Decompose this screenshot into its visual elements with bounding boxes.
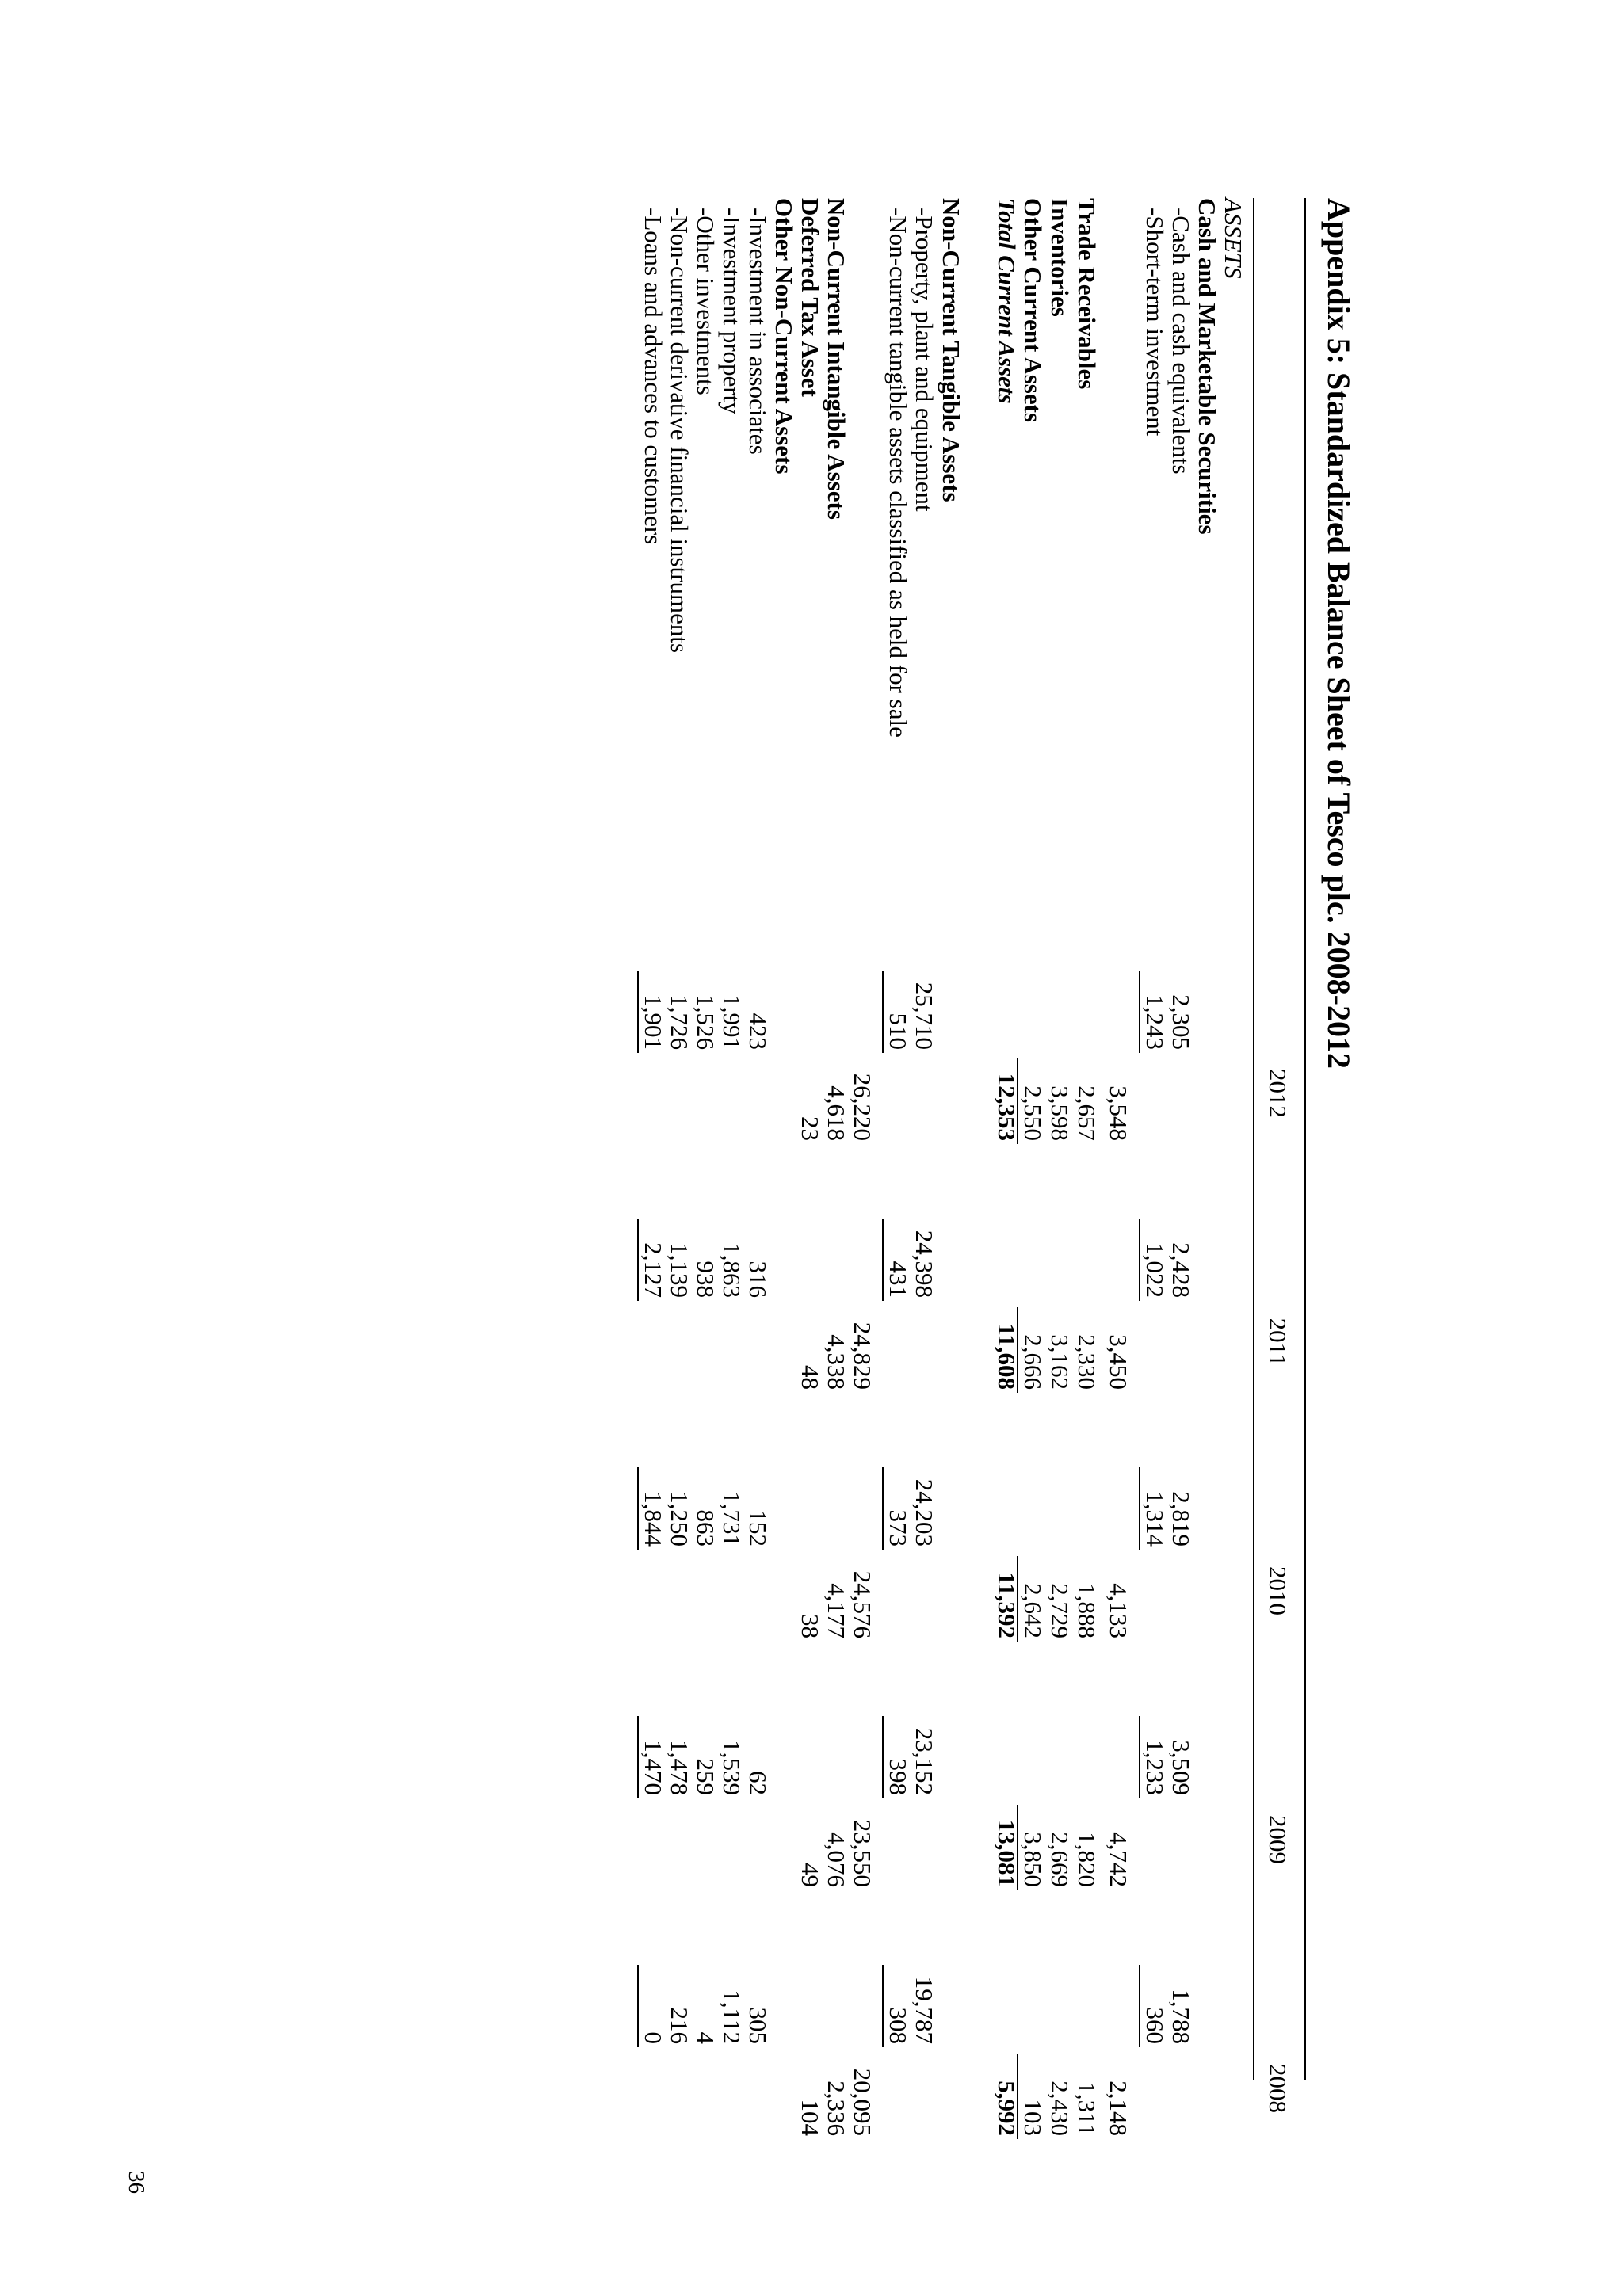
cell-value: 1,731 <box>718 1491 746 1547</box>
row-label: Other Current Assets <box>1019 198 1047 422</box>
cell-value: 510 <box>884 1013 912 1050</box>
cell-value: 25,710 <box>911 982 938 1050</box>
cell-value: 423 <box>744 1013 772 1050</box>
cell-value: 3,162 <box>1046 1334 1074 1390</box>
cell-value: 12,353 <box>993 1073 1021 1141</box>
cell-value: 103 <box>1019 2099 1047 2136</box>
cell-value: 1,901 <box>640 994 667 1050</box>
row-label: Deferred Tax Asset <box>796 198 824 397</box>
cell-value: 308 <box>884 2007 912 2044</box>
subtotal-rule <box>882 971 884 1053</box>
cell-value: 2,669 <box>1046 1832 1074 1887</box>
row-label: -Investment in associates <box>744 208 772 455</box>
cell-value: 1,844 <box>640 1491 667 1547</box>
cell-value: 4,177 <box>823 1583 850 1638</box>
subtotal-rule <box>637 1467 639 1550</box>
row-label: Non-Current Tangible Assets <box>938 198 965 502</box>
cell-value: 152 <box>744 1509 772 1547</box>
cell-value: 2,430 <box>1046 2081 1074 2136</box>
cell-value: 216 <box>666 2007 693 2044</box>
cell-value: 938 <box>692 1261 720 1298</box>
cell-value: 24,203 <box>911 1478 938 1547</box>
cell-value: 23,152 <box>911 1727 938 1795</box>
year-header-2009: 2009 <box>1264 1815 1292 1864</box>
subtotal-rule <box>637 1716 639 1798</box>
cell-value: 2,428 <box>1167 1242 1195 1298</box>
cell-value: 305 <box>744 2007 772 2044</box>
row-label: -Other investments <box>692 208 720 395</box>
cell-value: 1,726 <box>666 994 693 1050</box>
subtotal-rule <box>637 971 639 1053</box>
cell-value: 23,550 <box>849 1819 876 1887</box>
row-label: Total Current Assets <box>993 198 1021 404</box>
subtotal-rule <box>1139 971 1140 1053</box>
cell-value: 4,133 <box>1105 1583 1132 1638</box>
year-header-2012: 2012 <box>1264 1069 1292 1118</box>
cell-value: 2,729 <box>1046 1583 1074 1638</box>
cell-value: 4 <box>692 2031 720 2044</box>
cell-value: 1,820 <box>1073 1832 1101 1887</box>
cell-value: 259 <box>692 1758 720 1795</box>
subtotal-rule <box>637 1965 639 2047</box>
cell-value: 38 <box>796 1614 824 1638</box>
cell-value: 3,509 <box>1167 1740 1195 1795</box>
cell-value: 3,850 <box>1019 1832 1047 1887</box>
cell-value: 1,311 <box>1073 2081 1101 2136</box>
cell-value: 11,608 <box>993 1323 1021 1390</box>
cell-value: 24,576 <box>849 1570 876 1638</box>
subtotal-rule <box>637 1219 639 1301</box>
row-label: -Loans and advances to customers <box>640 208 667 545</box>
row-label: -Property, plant and equipment <box>911 208 938 512</box>
cell-value: 13,081 <box>993 1819 1021 1887</box>
cell-value: 5,992 <box>993 2081 1021 2136</box>
cell-value: 1,243 <box>1141 994 1169 1050</box>
cell-value: 2,127 <box>640 1242 667 1298</box>
cell-value: 1,470 <box>640 1740 667 1795</box>
cell-value: 2,666 <box>1019 1334 1047 1390</box>
row-label: Non-Current Intangible Assets <box>823 198 850 520</box>
cell-value: 316 <box>744 1261 772 1298</box>
row-label: Other Non-Current Assets <box>770 198 798 475</box>
cell-value: 3,598 <box>1046 1085 1074 1141</box>
cell-value: 1,233 <box>1141 1740 1169 1795</box>
subtotal-rule <box>882 1716 884 1798</box>
row-label: -Non-current tangible assets classified as held for sale <box>884 208 912 738</box>
row-label: Cash and Marketable Securities <box>1193 198 1221 535</box>
cell-value: 2,336 <box>823 2081 850 2136</box>
year-header-2011: 2011 <box>1264 1318 1292 1367</box>
cell-value: 2,330 <box>1073 1334 1101 1390</box>
row-label: Trade Receivables <box>1073 198 1101 390</box>
cell-value: 1,139 <box>666 1242 693 1298</box>
cell-value: 24,398 <box>911 1230 938 1298</box>
year-header-2010: 2010 <box>1264 1566 1292 1615</box>
cell-value: 2,657 <box>1073 1085 1101 1141</box>
cell-value: 0 <box>640 2031 667 2044</box>
cell-value: 360 <box>1141 2007 1169 2044</box>
cell-value: 373 <box>884 1509 912 1547</box>
cell-value: 1,022 <box>1141 1242 1169 1298</box>
cell-value: 2,305 <box>1167 994 1195 1050</box>
cell-value: 1,526 <box>692 994 720 1050</box>
row-label: ASSETS <box>1220 198 1247 279</box>
cell-value: 2,550 <box>1019 1085 1047 1141</box>
page-number: 36 <box>124 2171 149 2194</box>
cell-value: 398 <box>884 1758 912 1795</box>
cell-value: 26,220 <box>849 1073 876 1141</box>
cell-value: 3,450 <box>1105 1334 1132 1390</box>
cell-value: 2,642 <box>1019 1583 1047 1638</box>
cell-value: 1,112 <box>718 1989 746 2044</box>
subtotal-rule <box>1139 1219 1140 1301</box>
cell-value: 104 <box>796 2099 824 2136</box>
subtotal-rule <box>882 1219 884 1301</box>
cell-value: 2,148 <box>1105 2081 1132 2136</box>
subtotal-rule <box>1139 1716 1140 1798</box>
subtotal-rule <box>882 1467 884 1550</box>
row-label: -Short-term investment <box>1141 208 1169 437</box>
cell-value: 4,076 <box>823 1832 850 1887</box>
year-header-2008: 2008 <box>1264 2064 1292 2113</box>
cell-value: 4,338 <box>823 1334 850 1390</box>
cell-value: 1,539 <box>718 1740 746 1795</box>
row-label: -Non-current derivative financial instruments <box>666 208 693 654</box>
cell-value: 23 <box>796 1116 824 1141</box>
cell-value: 1,314 <box>1141 1491 1169 1547</box>
cell-value: 24,829 <box>849 1322 876 1390</box>
row-label: -Cash and cash equivalents <box>1167 208 1195 475</box>
cell-value: 1,250 <box>666 1491 693 1547</box>
cell-value: 4,618 <box>823 1085 850 1141</box>
header-top-rule <box>1304 198 1306 2080</box>
cell-value: 4,742 <box>1105 1832 1132 1887</box>
header-bottom-rule <box>1253 198 1254 2080</box>
cell-value: 20,095 <box>849 2068 876 2136</box>
cell-value: 1,888 <box>1073 1583 1101 1638</box>
subtotal-rule <box>1139 1467 1140 1550</box>
cell-value: 1,991 <box>718 994 746 1050</box>
cell-value: 431 <box>884 1261 912 1298</box>
cell-value: 2,819 <box>1167 1491 1195 1547</box>
cell-value: 863 <box>692 1509 720 1547</box>
cell-value: 1,478 <box>666 1740 693 1795</box>
subtotal-rule <box>1139 1965 1140 2047</box>
cell-value: 1,788 <box>1167 1989 1195 2044</box>
cell-value: 19,787 <box>911 1976 938 2044</box>
row-label: Inventories <box>1046 198 1074 317</box>
subtotal-rule <box>882 1965 884 2047</box>
row-label: -Investment property <box>718 208 746 414</box>
page-title: Appendix 5: Standardized Balance Sheet of Tesco plc. 2008-2012 <box>1321 198 1357 1069</box>
cell-value: 11,392 <box>993 1572 1021 1638</box>
cell-value: 49 <box>796 1863 824 1887</box>
cell-value: 3,548 <box>1105 1085 1132 1141</box>
cell-value: 1,863 <box>718 1242 746 1298</box>
cell-value: 48 <box>796 1365 824 1390</box>
cell-value: 62 <box>744 1771 772 1795</box>
